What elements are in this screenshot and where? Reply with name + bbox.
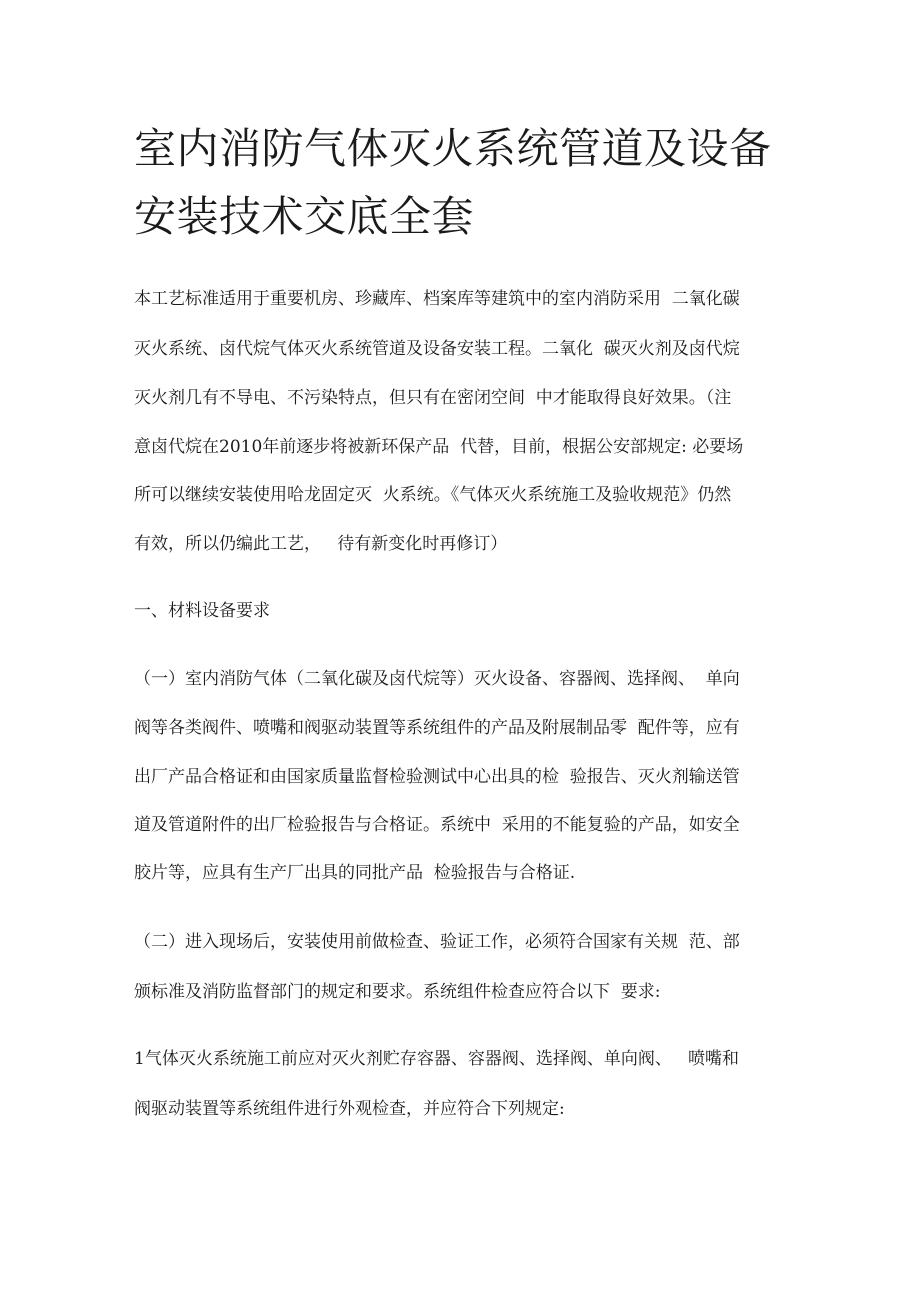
para3-line-2: 阀驱动装置等系统组件进行外观检查，并应符合下列规定: (134, 1099, 565, 1119)
intro-line-1: 本工艺标准适用于重要机房、珍藏库、档案库等建筑中的室内消防采用 二氧化碳 (134, 289, 740, 309)
para2-line-2: 颁标准及消防监督部门的规定和要求。系统组件检查应符合以下 要求: (134, 982, 661, 1002)
para2-line-1: （二）进入现场后，安装使用前做检查、验证工作，必须符合国家有关规 范、部 (134, 932, 740, 952)
para1-line-5: 胶片等，应具有生产厂出具的同批产品 检验报告与合格证. (134, 863, 576, 883)
intro-line-6: 有效，所以仍编此工艺， 待有新变化时再修订） (134, 534, 508, 554)
document-title-line-2: 安装技术交底全套 (134, 192, 475, 241)
intro-line-4: 意卤代烷在2010年前逐步将被新环保产品 代替，目前，根据公安部规定: 必要场 (134, 437, 744, 457)
section-heading: 一、材料设备要求 (134, 601, 270, 621)
para1-line-2: 阀等各类阀件、喷嘴和阀驱动装置等系统组件的产品及附展制品零 配件等，应有 (134, 718, 740, 738)
para1-line-1: （一）室内消防气体（二氧化碳及卤代烷等）灭火设备、容器阀、选择阀、 单向 (134, 669, 740, 689)
intro-line-2: 灭火系统、卤代烷气体灭火系统管道及设备安装工程。二氧化 碳灭火剂及卤代烷 (134, 339, 740, 359)
intro-line-3: 灭火剂几有不导电、不污染特点，但只有在密闭空间 中才能取得良好效果。（注 (134, 388, 732, 408)
intro-line-5: 所可以继续安装使用哈龙固定灭 火系统。《气体灭火系统施工及验收规范》仍然 (134, 485, 732, 505)
para1-line-3: 出厂产品合格证和由国家质量监督检验测试中心出具的检 验报告、灭火剂输送管 (134, 767, 740, 787)
document-title-line-1: 室内消防气体灭火系统管道及设备 (134, 124, 772, 173)
para3-line-1: 1气体灭火系统施工前应对灭火剂贮存容器、容器阀、选择阀、单向阀、 喷嘴和 (134, 1049, 740, 1069)
para1-line-4: 道及管道附件的出厂检验报告与合格证。系统中 采用的不能复验的产品，如安全 (134, 815, 740, 835)
